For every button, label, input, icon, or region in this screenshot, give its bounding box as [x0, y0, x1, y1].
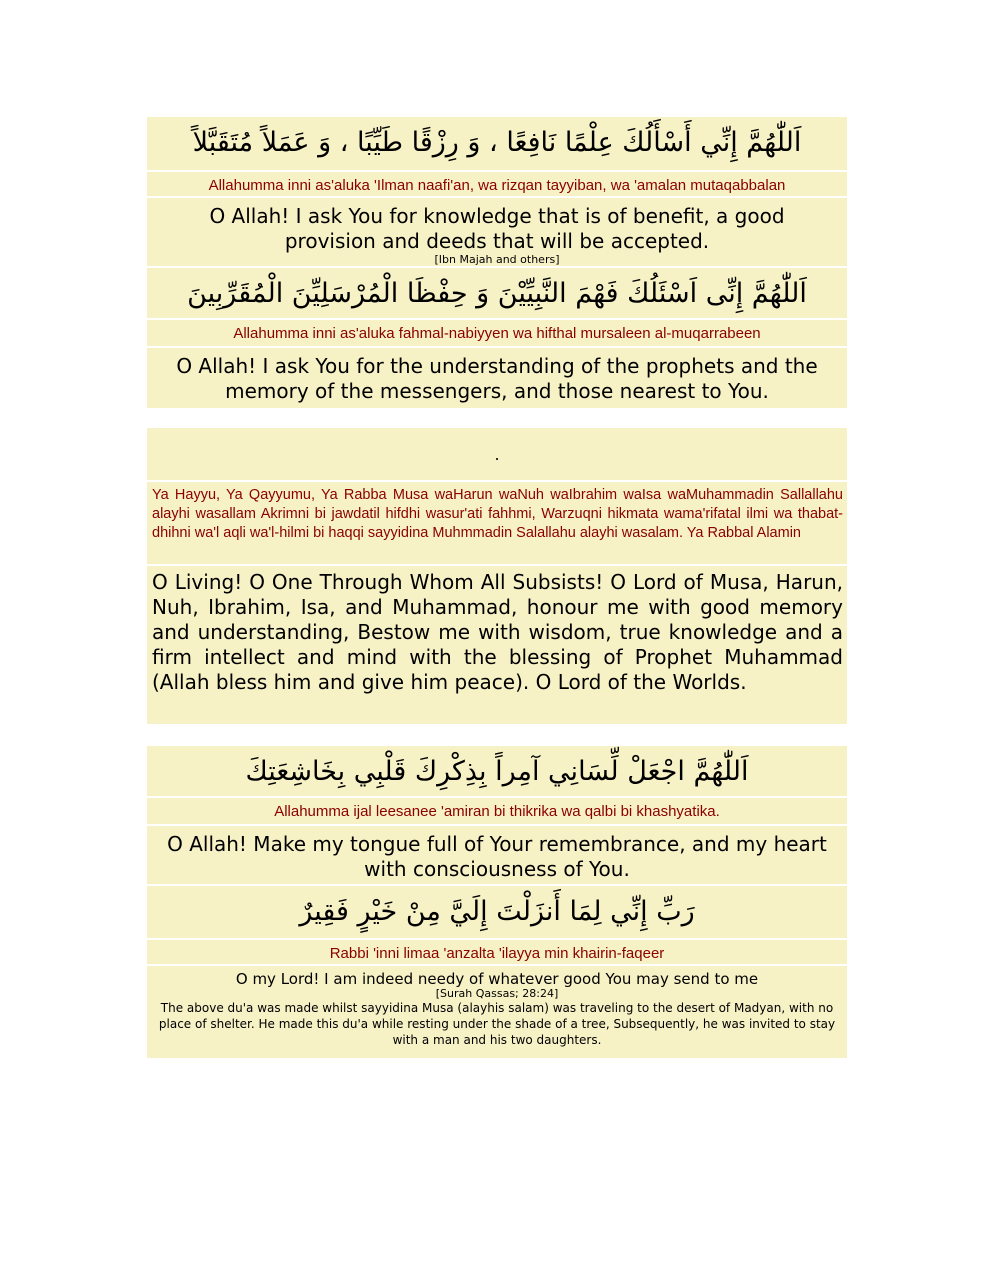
transliteration-text: Rabbi 'inni limaa 'anzalta 'ilayya min khairin-faqeer [147, 940, 847, 966]
transliteration-text: Allahumma inni as'aluka fahmal-nabiyyen wa hifthal mursaleen al-muqarrabeen [147, 320, 847, 348]
meaning-text: O Living! O One Through Whom All Subsists! O Lord of Musa, Harun, Nuh, Ibrahim, Isa, and Muhammad, honour me with good memory and understanding, Bestow me with wisdom, true knowledge and a firm intellect and mind with the blessing of Prophet Muhammad (Allah bless him and give him peace). O Lord of the Worlds. [147, 566, 847, 724]
arabic-text: رَبِّ إِنِّي لِمَا أَنزَلْتَ إِلَيَّ مِنْ خَيْرٍ فَقِيرٌ [147, 886, 847, 940]
transliteration-text: Ya Hayyu, Ya Qayyumu, Ya Rabba Musa waHarun waNuh waIbrahim waIsa waMuhammadin Sallallahu alayhi wasallam Akrimni bi jawdatil hifdhi wasur'ati fahhmi, Warzuqni hikmata wama'rifatal ilmi wa thabat- dhihni wa'l aqli wa'l-hilmi bi haqqi sayyidina Muhmmadin Salallahu alayhi wasalam. Ya Rabbal Alamin [147, 482, 847, 566]
arabic-text: اَللّٰهُمَّ اجْعَلْ لِّسَانِي آمِراً بِذِكْرِكَ قَلْبِي بِخَاشِعَتِكَ [147, 746, 847, 798]
dua-card-knowledge [147, 117, 847, 408]
transliteration-text: Allahumma ijal leesanee 'amiran bi thikrika wa qalbi bi khashyatika. [147, 798, 847, 826]
arabic-text: اَللّٰهُمَّ إِنِّي أَسْأَلُكَ عِلْمًا نَافِعًا ، وَ رِزْقًا طَيِّبًا ، وَ عَمَلاً مُتَقَبَّلاً [147, 117, 847, 172]
transliteration-text: Allahumma inni as'aluka 'Ilman naafi'an, wa rizqan tayyiban, wa 'amalan mutaqabbalan [147, 172, 847, 198]
meaning-text: O Allah! I ask You for knowledge that is of benefit, a good provision and deeds that will be accepted. [209, 204, 785, 253]
dua-card-memory [147, 428, 847, 724]
note-text: The above du'a was made whilst sayyidina Musa (alayhis salam) was traveling to the desert of Madyan, with no place of shelter. He made this du'a while resting under the shade of a tree, Subsequently, he was invited to stay with a man and his two daughters. [158, 1001, 836, 1047]
arabic-text: . [147, 428, 847, 482]
arabic-text: اَللّٰهُمَّ إِنِّى اَسْئَلُكَ فَهْمَ النَّبِيِّيْنَ وَ حِفْظَا الْمُرْسَلِيِّنَ الْمُقَرِّبِينَ [147, 268, 847, 320]
meaning-text: O Allah! I ask You for the understanding of the prophets and the memory of the messengers, and those nearest to You. [147, 348, 847, 408]
reference-text: [Surah Qassas; 28:24] [435, 987, 559, 1000]
meaning-block [147, 198, 847, 268]
meaning-text: O Allah! Make my tongue full of Your remembrance, and my heart with consciousness of You. [147, 826, 847, 886]
reference-text: [Ibn Majah and others] [434, 253, 560, 266]
meaning-text: O my Lord! I am indeed needy of whatever good You may send to me [235, 970, 759, 988]
meaning-block [147, 966, 847, 1058]
dua-card-remembrance [147, 746, 847, 1058]
